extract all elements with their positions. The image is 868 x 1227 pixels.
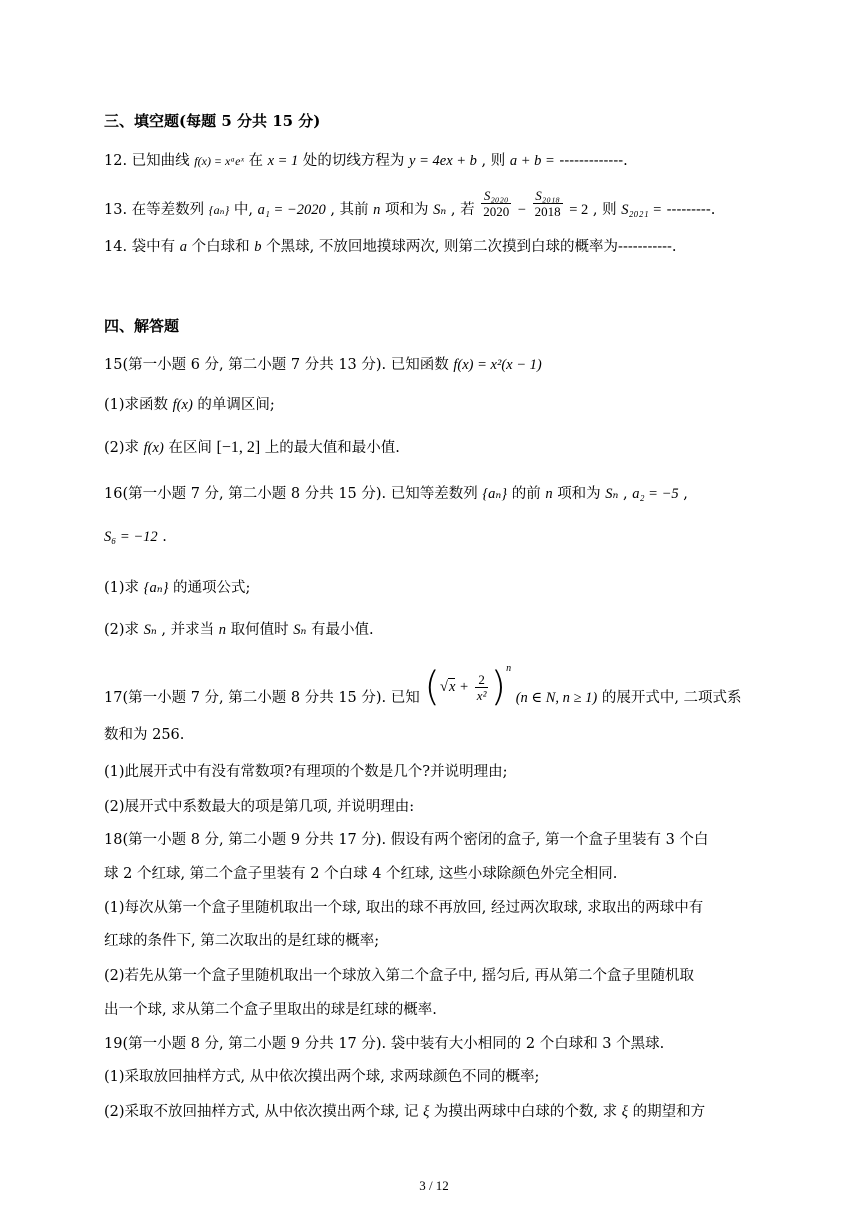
question-18: 18(第一小题 8 分, 第二小题 9 分共 17 分). 假设有两个密闭的盒子, 第一个盒子里装有 3 个白 bbox=[104, 832, 709, 848]
q16-p2-n: n bbox=[218, 622, 226, 638]
q19-p2-text-a: (2)采取不放回抽样方式, 从中依次摸出两个球, 记 bbox=[104, 1104, 419, 1120]
q14-b: b bbox=[254, 239, 262, 255]
question-17-part-1: (1)此展开式中有没有常数项?有理项的个数是几个?并说明理由; bbox=[104, 764, 508, 780]
q16-n: n bbox=[545, 486, 553, 502]
question-18-part-1-cont: 红球的条件下, 第二次取出的是红球的概率; bbox=[104, 933, 380, 949]
q13-text-b: 中, bbox=[233, 202, 253, 218]
question-14 bbox=[104, 237, 677, 257]
page-number: 3 / 12 bbox=[419, 1178, 449, 1193]
question-17-part-2: (2)展开式中系数最大的项是第几项, 并说明理由: bbox=[104, 799, 415, 815]
section-title-fill-in: 三、填空题(每题 5 分共 15 分) bbox=[104, 112, 321, 130]
question-16-cont bbox=[104, 527, 167, 547]
q19-xi-2: ξ bbox=[621, 1104, 628, 1120]
q19-p2-text-c: 的期望和方 bbox=[632, 1104, 706, 1120]
q16-text-f: . bbox=[162, 529, 167, 545]
q15-p2-text-a: (2)求 bbox=[104, 440, 140, 456]
q16-p1-text-b: 的通项公式; bbox=[173, 580, 251, 596]
q13-sn: Sₙ bbox=[433, 202, 447, 218]
q12-point: x = 1 bbox=[267, 153, 299, 169]
q16-a2: a₂ = −5 bbox=[632, 486, 679, 502]
q12-blank: -------------. bbox=[559, 153, 628, 169]
q16-text-c: 项和为 bbox=[557, 486, 601, 502]
question-19-part-1: (1)采取放回抽样方式, 从中依次摸出两个球, 求两球颜色不同的概率; bbox=[104, 1069, 540, 1085]
question-12 bbox=[104, 151, 628, 171]
q19-p2-text-b: 为摸出两球中白球的个数, 求 bbox=[433, 1104, 618, 1120]
q16-p2-text-b: , 并求当 bbox=[161, 622, 215, 638]
q17-text-a: 17(第一小题 7 分, 第二小题 8 分共 15 分). 已知 bbox=[104, 690, 420, 706]
q16-text-b: 的前 bbox=[511, 486, 541, 502]
q15-p1-text-a: (1)求函数 bbox=[104, 397, 169, 413]
q15-p1-text-b: 的单调区间; bbox=[197, 397, 275, 413]
q14-text-c: 个黑球, 不放回地摸球两次, 则第二次摸到白球的概率为-----------. bbox=[266, 239, 677, 255]
q13-text-a: 13. 在等差数列 bbox=[104, 202, 205, 218]
q13-text-e: , 若 bbox=[450, 202, 475, 218]
q12-text-a: 12. 已知曲线 bbox=[104, 153, 190, 169]
q15-interval: [−1, 2] bbox=[216, 439, 261, 456]
q16-p2-sn: Sₙ bbox=[143, 622, 157, 638]
q13-minus: − bbox=[517, 202, 526, 218]
q12-text-d: , 则 bbox=[481, 153, 506, 169]
question-18-part-2-cont: 出一个球, 求从第二个盒子里取出的球是红球的概率. bbox=[104, 1002, 437, 1018]
question-19-part-2 bbox=[104, 1102, 705, 1122]
q12-function: f(x) = xᵃeˣ bbox=[194, 154, 244, 168]
q13-sequence: {aₙ} bbox=[208, 203, 230, 217]
q16-text-a: 16(第一小题 7 分, 第二小题 8 分共 15 分). 已知等差数列 bbox=[104, 486, 478, 502]
question-13 bbox=[104, 187, 716, 220]
q13-text-c: , 其前 bbox=[330, 202, 369, 218]
q15-p2-f: f(x) bbox=[143, 440, 164, 456]
q12-text-b: 在 bbox=[248, 153, 263, 169]
q12-tangent: y = 4ex + b bbox=[409, 153, 477, 169]
q15-function: f(x) = x²(x − 1) bbox=[453, 357, 542, 373]
q14-a: a bbox=[179, 239, 188, 255]
q15-p1-f: f(x) bbox=[172, 397, 193, 413]
q14-text-a: 14. 袋中有 bbox=[104, 239, 176, 255]
q13-text-d: 项和为 bbox=[385, 202, 429, 218]
question-17-cont: 数和为 256. bbox=[104, 727, 185, 743]
q16-p1-text-a: (1)求 bbox=[104, 580, 140, 596]
q12-sum: a + b = bbox=[509, 153, 555, 169]
question-16-part-1 bbox=[104, 578, 250, 598]
q12-text-c: 处的切线方程为 bbox=[302, 153, 405, 169]
q13-fraction-1: $\frac{\text{S₂₀₂₀}}{2020}$ bbox=[483, 187, 510, 219]
q13-s2021: S₂₀₂₁ = bbox=[621, 202, 663, 218]
question-18-part-2: (2)若先从第一个盒子里随机取出一个球放入第二个盒子中, 摇匀后, 再从第二个盒子里随机取 bbox=[104, 968, 694, 984]
q15-text-a: 15(第一小题 6 分, 第二小题 7 分共 13 分). 已知函数 bbox=[104, 357, 449, 373]
q16-p2-sn-2: Sₙ bbox=[293, 622, 307, 638]
question-18-part-1: (1)每次从第一个盒子里随机取出一个球, 取出的球不再放回, 经过两次取球, 求取出的两球中有 bbox=[104, 900, 704, 916]
q13-a1: a₁ = −2020 bbox=[257, 202, 326, 218]
q16-sn: Sₙ bbox=[605, 486, 619, 502]
q16-p2-text-c: 取何值时 bbox=[230, 622, 289, 638]
question-15-part-1 bbox=[104, 395, 275, 415]
q13-fraction-2: $\frac{\text{S₂₀₁₈}}{2018}$ bbox=[534, 187, 561, 219]
q19-xi: ξ bbox=[423, 1104, 430, 1120]
question-19: 19(第一小题 8 分, 第二小题 9 分共 17 分). 袋中装有大小相同的 2 个白球和 3 个黑球. bbox=[104, 1036, 665, 1052]
q16-text-d: , bbox=[623, 486, 628, 502]
q16-p2-text-d: 有最小值. bbox=[310, 622, 374, 638]
question-18-cont: 球 2 个红球, 第二个盒子里装有 2 个白球 4 个红球, 这些小球除颜色外完全相同. bbox=[104, 866, 618, 882]
question-15 bbox=[104, 355, 542, 375]
question-16 bbox=[104, 484, 688, 504]
question-16-part-2 bbox=[104, 620, 374, 640]
q15-p2-text-b: 在区间 bbox=[168, 440, 212, 456]
q16-p2-text-a: (2)求 bbox=[104, 622, 140, 638]
q13-text-f: , 则 bbox=[592, 202, 617, 218]
section-title-solutions: 四、解答题 bbox=[104, 317, 180, 335]
q13-blank: ---------. bbox=[666, 202, 716, 218]
question-15-part-2 bbox=[104, 438, 400, 458]
q16-p1-sequence: {aₙ} bbox=[143, 580, 169, 596]
q16-sequence: {aₙ} bbox=[482, 486, 508, 502]
q16-text-e: , bbox=[683, 486, 688, 502]
q17-binomial: (√x + $\frac{2}{\text{x²}}$ )$^n$ bbox=[424, 663, 512, 710]
q17-text-b: 的展开式中, 二项式系 bbox=[601, 690, 742, 706]
q16-s6: S₆ = −12 bbox=[104, 529, 158, 545]
question-17 bbox=[104, 663, 742, 710]
q15-p2-text-c: 上的最大值和最小值. bbox=[264, 440, 400, 456]
q13-n: n bbox=[373, 202, 381, 218]
q14-text-b: 个白球和 bbox=[191, 239, 250, 255]
q17-condition: (n ∈ N, n ≥ 1) bbox=[515, 690, 598, 706]
q13-equals-2: = 2 bbox=[569, 202, 589, 218]
